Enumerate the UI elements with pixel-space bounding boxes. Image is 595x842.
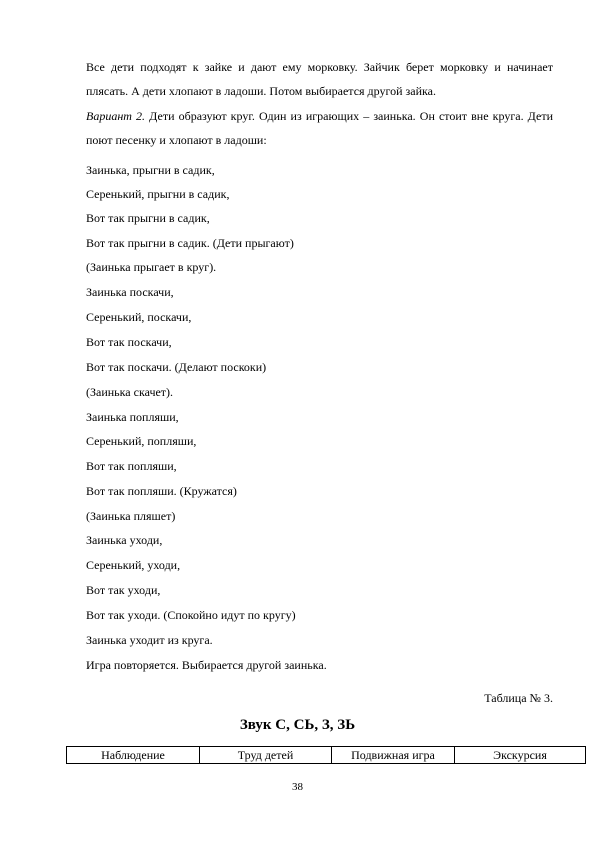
activity-table bbox=[66, 746, 586, 764]
song-line: Вот так поскачи, bbox=[86, 335, 172, 349]
song-line: (Заинька скачет). bbox=[86, 385, 174, 399]
column-header: Экскурсия bbox=[455, 747, 586, 764]
table-label: Таблица № 3. bbox=[484, 691, 553, 705]
variant-paragraph bbox=[86, 104, 553, 152]
song-line: Вот так уходи. (Спокойно идут по кругу) bbox=[86, 608, 296, 622]
song-line: Вот так поскачи. (Делают поскоки) bbox=[86, 360, 267, 374]
table-header-row bbox=[67, 747, 586, 764]
song-line: Вот так попляши, bbox=[86, 459, 177, 473]
song-line: Заинька уходи, bbox=[86, 533, 163, 547]
song-line: Заинька попляши, bbox=[86, 410, 179, 424]
page-number: 38 bbox=[292, 781, 303, 793]
variant-label: Вариант 2. bbox=[86, 109, 146, 123]
song-line: Серенький, уходи, bbox=[86, 558, 181, 572]
song-line: Заинька поскачи, bbox=[86, 285, 174, 299]
intro-paragraph-text: Все дети подходят к зайке и дают ему морковку. Зайчик берет морковку и начинает плясать. А дети хлопают в ладоши. Потом выбирается другой зайка. bbox=[86, 60, 553, 98]
song-line: (Заинька пляшет) bbox=[86, 509, 176, 523]
song-line: Серенький, прыгни в садик, bbox=[86, 187, 230, 201]
intro-paragraph bbox=[86, 55, 553, 103]
song-line: Вот так прыгни в садик. (Дети прыгают) bbox=[86, 236, 294, 250]
variant-paragraph-text: Дети образуют круг. Один из играющих – заинька. Он стоит вне круга. Дети поют песенку и хлопают в ладоши: bbox=[86, 109, 554, 147]
song-line: Вот так попляши. (Кружатся) bbox=[86, 484, 237, 498]
song-line: Серенький, поскачи, bbox=[86, 310, 192, 324]
song-line: Серенький, попляши, bbox=[86, 434, 197, 448]
song-line: Заинька, прыгни в садик, bbox=[86, 163, 215, 177]
song-line: Вот так уходи, bbox=[86, 583, 161, 597]
song-line: Заинька уходит из круга. bbox=[86, 633, 213, 647]
game-repeat-line: Игра повторяется. Выбирается другой заинька. bbox=[86, 658, 327, 672]
song-line: (Заинька прыгает в круг). bbox=[86, 260, 217, 274]
column-header: Труд детей bbox=[200, 747, 332, 764]
section-heading: Звук С, СЬ, З, ЗЬ bbox=[239, 717, 356, 733]
column-header: Подвижная игра bbox=[332, 747, 455, 764]
song-line: Вот так прыгни в садик, bbox=[86, 211, 210, 225]
column-header: Наблюдение bbox=[67, 747, 200, 764]
